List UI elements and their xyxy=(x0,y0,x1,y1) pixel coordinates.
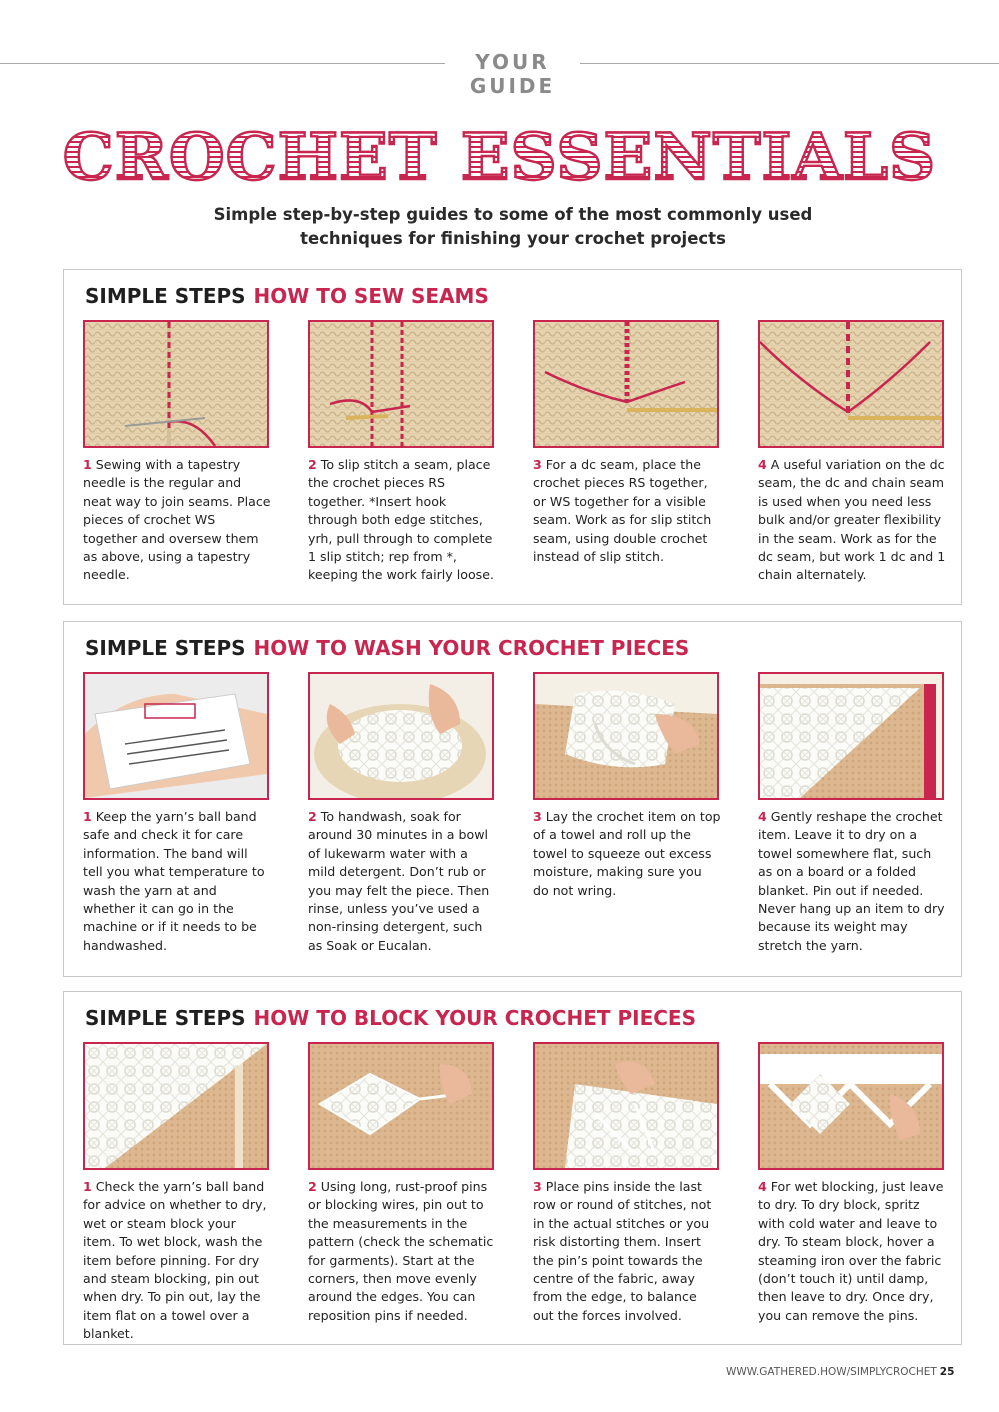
step-photo xyxy=(758,320,944,448)
header-rule-left xyxy=(0,63,445,64)
step-description: Check the yarn’s ball band for advice on whether to dry, wet or steam block your item. To wet block, wash the item before pinning. For dry and steam blocking, pin out when dry. To pin out, lay the item flat on a towel over a blanket. xyxy=(83,1179,267,1342)
step-text xyxy=(533,456,721,566)
step-photo xyxy=(758,1042,944,1170)
step-number: 3 xyxy=(533,1179,542,1194)
step-photo xyxy=(533,1042,719,1170)
section-title: HOW TO SEW SEAMS xyxy=(253,284,489,308)
page-number: 25 xyxy=(939,1366,955,1378)
step-description: Lay the crochet item on top of a towel and roll up the towel to squeeze out excess moisture, making sure you do not wring. xyxy=(533,809,721,898)
step-photo xyxy=(83,320,269,448)
step-description: Keep the yarn’s ball band safe and check it for care information. The band will tell you what temperature to wash the yarn at and whether it can go in the machine or if it needs to be handwashed. xyxy=(83,809,265,953)
page-footer xyxy=(726,1366,954,1378)
header-label: YOUR GUIDE xyxy=(469,50,556,98)
step-number: 2 xyxy=(308,1179,317,1194)
step-number: 2 xyxy=(308,457,317,472)
section-title: HOW TO BLOCK YOUR CROCHET PIECES xyxy=(253,1006,696,1030)
step-description: Using long, rust-proof pins or blocking wires, pin out to the measurements in the pattern (check the schematic for garments). Start at the corners, then move evenly around the edges. You can reposition pins if needed. xyxy=(308,1179,494,1323)
step-text xyxy=(758,456,946,585)
step-photo xyxy=(308,1042,494,1170)
step-text xyxy=(533,1178,721,1325)
step-number: 4 xyxy=(758,457,767,472)
page-subtitle xyxy=(0,203,999,251)
step-description: To slip stitch a seam, place the crochet pieces RS together. *Insert hook through both edge stitches, yrh, pull through to complete 1 slip stitch; rep from *, keeping the work fairly loose. xyxy=(308,457,494,583)
section-prefix: SIMPLE STEPS xyxy=(85,636,246,660)
step-text xyxy=(83,456,271,585)
step-description: Sewing with a tapestry needle is the regular and neat way to join seams. Place pieces of crochet WS together and oversew them as above, using a tapestry needle. xyxy=(83,457,271,583)
step-photo xyxy=(533,320,719,448)
step-description: Place pins inside the last row or round of stitches, not in the actual stitches or you risk distorting them. Insert the pin’s point towards the centre of the fabric, away from the edge, to balance out the forces involved. xyxy=(533,1179,712,1323)
section-title: HOW TO WASH YOUR CROCHET PIECES xyxy=(253,636,690,660)
step-text xyxy=(83,1178,271,1344)
step-number: 1 xyxy=(83,809,92,824)
step-number: 2 xyxy=(308,809,317,824)
section-wash xyxy=(63,621,962,977)
step-description: A useful variation on the dc seam, the dc and chain seam is used when you need less bulk and/or greater flexibility in the seam. Work as for the dc seam, but work 1 dc and 1 chain alternately. xyxy=(758,457,946,583)
step-description: Gently reshape the crochet item. Leave it to dry on a towel somewhere flat, such as on a board or a folded blanket. Pin out if needed. Never hang up an item to dry because its weight may stretch the yarn. xyxy=(758,809,945,953)
section-block xyxy=(63,991,962,1345)
step-text xyxy=(308,456,496,585)
step-number: 1 xyxy=(83,457,92,472)
footer-url: WWW.GATHERED.HOW/SIMPLYCROCHET xyxy=(726,1366,937,1378)
step-text xyxy=(533,808,721,900)
guide-header xyxy=(0,50,999,98)
step-description: For a dc seam, place the crochet pieces RS together, or WS together for a visible seam. Work as for slip stitch seam, using double crochet instead of slip stitch. xyxy=(533,457,712,565)
section-heading xyxy=(85,284,489,308)
step-number: 3 xyxy=(533,809,542,824)
step-number: 3 xyxy=(533,457,542,472)
section-heading xyxy=(85,636,689,660)
step-photo xyxy=(83,672,269,800)
section-sew-seams xyxy=(63,269,962,605)
section-prefix: SIMPLE STEPS xyxy=(85,1006,246,1030)
step-text xyxy=(308,1178,496,1325)
step-photo xyxy=(308,672,494,800)
subtitle-line-2: techniques for finishing your crochet projects xyxy=(300,229,726,248)
step-photo xyxy=(83,1042,269,1170)
step-description: To handwash, soak for around 30 minutes in a bowl of lukewarm water with a mild detergent. Don’t rub or you may felt the piece. Then rinse, unless you’ve used a non-rinsing detergent, such as Soak or Eucalan. xyxy=(308,809,490,953)
step-text xyxy=(758,1178,946,1325)
step-photo xyxy=(758,672,944,800)
step-number: 4 xyxy=(758,1179,767,1194)
subtitle-line-1: Simple step-by-step guides to some of the most commonly used xyxy=(213,205,813,224)
step-text xyxy=(758,808,946,955)
section-heading xyxy=(85,1006,696,1030)
page-title: CROCHET ESSENTIALS xyxy=(0,118,999,198)
step-text xyxy=(83,808,271,955)
section-prefix: SIMPLE STEPS xyxy=(85,284,246,308)
step-description: For wet blocking, just leave to dry. To dry block, spritz with cold water and leave to dry. To steam block, hover a steaming iron over the fabric (don’t touch it) until damp, then leave to dry. Once dry, you can remove the pins. xyxy=(758,1179,944,1323)
header-rule-right xyxy=(580,63,999,64)
step-photo xyxy=(308,320,494,448)
step-text xyxy=(308,808,496,955)
step-photo xyxy=(533,672,719,800)
step-number: 4 xyxy=(758,809,767,824)
step-number: 1 xyxy=(83,1179,92,1194)
